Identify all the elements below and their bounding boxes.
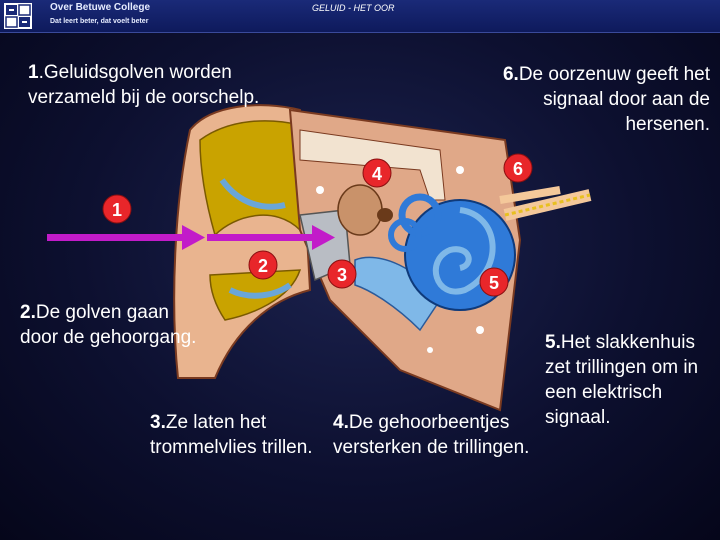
step-2-number: 2.: [20, 302, 36, 323]
college-name: Over Betuwe College: [50, 2, 151, 13]
step-4-text: [333, 410, 533, 460]
marker-3: [328, 260, 356, 288]
marker-5-label: 5: [488, 273, 500, 293]
marker-3-label: 3: [336, 265, 348, 285]
marker-4-label: 4: [371, 164, 383, 184]
step-4-number: 4.: [333, 412, 349, 433]
step-6-number: 6.: [502, 64, 519, 85]
step-3-description: Ze laten het trommelvlies trillen.: [150, 412, 313, 458]
marker-2: [249, 251, 277, 279]
step-4-description: De gehoorbeentjes versterken de trillingen.: [333, 412, 530, 458]
arrow-shaft-left: [47, 234, 185, 241]
step-2-description: De golven gaan door de gehoorgang.: [20, 302, 197, 348]
step-1-description: .Geluidsgolven worden verzameld bij de oorschelp.: [28, 62, 260, 108]
step-6-text: [470, 62, 710, 137]
step-5-number: 5.: [545, 332, 561, 353]
step-5-text: [545, 330, 710, 430]
marker-2-label: 2: [257, 256, 269, 276]
marker-1-label: 1: [111, 200, 123, 220]
step-6-description: De oorzenuw geeft het signaal door aan de hersenen.: [518, 64, 710, 135]
step-3-number: 3.: [150, 412, 166, 433]
step-1-text: [28, 60, 298, 110]
step-1-number: 1: [28, 62, 39, 83]
marker-6: [504, 154, 532, 182]
marker-5: [480, 268, 508, 296]
step-2-text: [20, 300, 200, 350]
marker-4: [363, 159, 391, 187]
arrow-shaft-right: [207, 234, 315, 241]
college-tagline: Dat leert beter, dat voelt beter: [50, 18, 149, 25]
marker-1: [103, 195, 131, 223]
step-3-text: [150, 410, 320, 460]
slide-title: GELUID - HET OOR: [312, 3, 395, 13]
marker-6-label: 6: [512, 159, 524, 179]
step-5-description: Het slakkenhuis zet trillingen om in een elektrisch signaal.: [545, 332, 699, 428]
ossicles-shape: [338, 185, 382, 235]
